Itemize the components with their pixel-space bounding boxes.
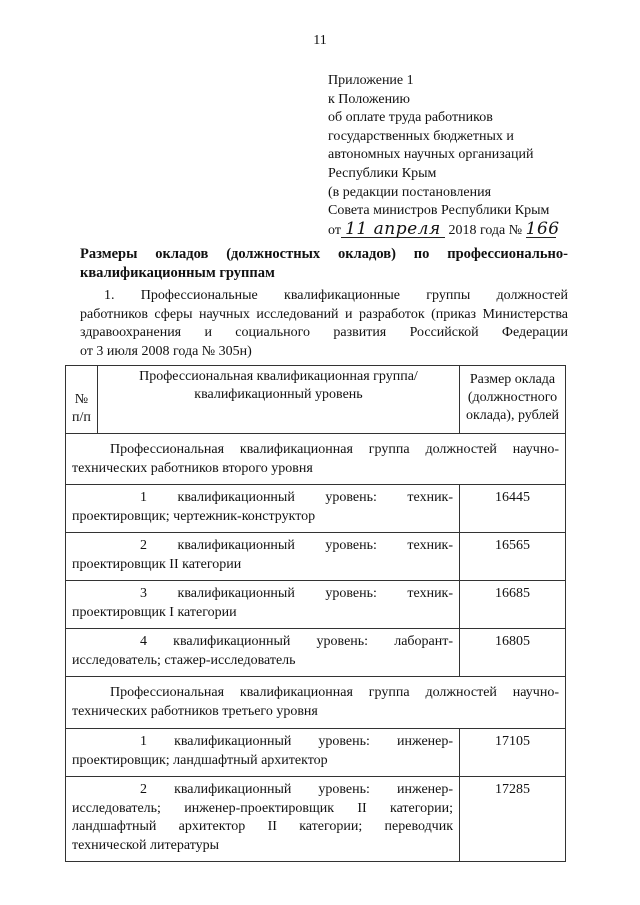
level-description [66, 533, 460, 581]
level-description [66, 777, 460, 862]
salary-value: 16805 [460, 629, 566, 677]
level-line: проектировщик; чертежник-конструктор [72, 508, 316, 524]
header-group-level [97, 366, 459, 434]
table-row [66, 485, 566, 533]
level-line: 3 квалификационный уровень: техник- [140, 586, 454, 601]
header-number-abbr: п/п [72, 410, 91, 425]
handwritten-number: 166 [525, 218, 560, 239]
annex-line: автономных научных организаций [328, 147, 534, 163]
salary-value: 16685 [460, 581, 566, 629]
annex-line: к Положению [328, 91, 411, 107]
header-number-symbol: № [74, 392, 89, 407]
level-line: проектировщик II категории [72, 556, 242, 572]
group-title [66, 677, 566, 729]
table-row [66, 533, 566, 581]
group-title-line: технических работников третьего уровня [72, 703, 318, 719]
paragraph-line: работников сферы научных исследований и разработок (приказ Министерства [80, 306, 568, 322]
level-description [66, 729, 460, 777]
section-1-paragraph [80, 287, 568, 361]
annex-line: Республики Крым [328, 165, 437, 181]
level-line: 1 квалификационный уровень: инженер- [140, 734, 454, 749]
annex-header [328, 72, 588, 240]
paragraph-line: от 3 июля 2008 года № 305н) [80, 343, 252, 359]
table-row [66, 629, 566, 677]
level-line: исследователь; инженер-проектировщик II категории; [72, 800, 454, 816]
year-text: 2018 года № [448, 222, 523, 238]
level-line: проектировщик I категории [72, 604, 237, 620]
level-description [66, 629, 460, 677]
level-line: исследователь; стажер-исследователь [72, 652, 296, 668]
handwritten-date: 11 апреля [341, 221, 445, 238]
group-title-line: технических работников второго уровня [72, 460, 313, 476]
annex-line: государственных бюджетных и [328, 128, 514, 144]
header-number [66, 366, 98, 434]
level-line: ландшафтный архитектор II категории; переводчик [72, 819, 454, 834]
header-size-line: (должностного [467, 390, 558, 405]
page-number: 11 [313, 33, 327, 48]
header-salary-size [460, 366, 566, 434]
document-title: Размеры окладов (должностных окладов) по профессионально-квалификационным группам [80, 246, 568, 281]
group-row [66, 434, 566, 485]
paragraph-line: здравоохранения и социального развития Российской Федерации [80, 325, 568, 340]
salary-value: 17105 [460, 729, 566, 777]
header-size-line: оклада), рублей [465, 408, 560, 423]
level-line: 1 квалификационный уровень: техник- [140, 490, 454, 505]
level-line: технической литературы [72, 837, 220, 853]
table-row [66, 729, 566, 777]
header-group-line: квалификационный уровень [194, 387, 363, 402]
table-row [66, 777, 566, 862]
annex-line: Приложение 1 [328, 73, 414, 88]
level-line: 2 квалификационный уровень: инженер- [140, 782, 454, 797]
level-line: 2 квалификационный уровень: техник- [140, 538, 454, 553]
annex-line: об оплате труда работников [328, 110, 493, 126]
salary-table [65, 365, 566, 862]
group-title-line: Профессиональная квалификационная группа должностей научно- [110, 442, 559, 457]
date-prefix: от [328, 222, 341, 238]
group-row [66, 677, 566, 729]
level-description [66, 485, 460, 533]
annex-date-line [328, 218, 588, 241]
salary-value: 16445 [460, 485, 566, 533]
salary-value: 17285 [460, 777, 566, 862]
header-group-line: Профессиональная квалификационная группа/ [139, 369, 418, 384]
level-line: 4 квалификационный уровень: лаборант- [140, 634, 454, 649]
level-description [66, 581, 460, 629]
level-line: проектировщик; ландшафтный архитектор [72, 752, 328, 768]
annex-line: Совета министров Республики Крым [328, 203, 550, 219]
salary-value: 16565 [460, 533, 566, 581]
table-row [66, 581, 566, 629]
group-title [66, 434, 566, 485]
annex-line: (в редакции постановления [328, 184, 492, 200]
group-title-line: Профессиональная квалификационная группа должностей научно- [110, 685, 559, 700]
table-header-row [66, 366, 566, 434]
header-size-line: Размер оклада [469, 372, 556, 387]
paragraph-line: 1. Профессиональные квалификационные группы должностей [104, 288, 568, 303]
